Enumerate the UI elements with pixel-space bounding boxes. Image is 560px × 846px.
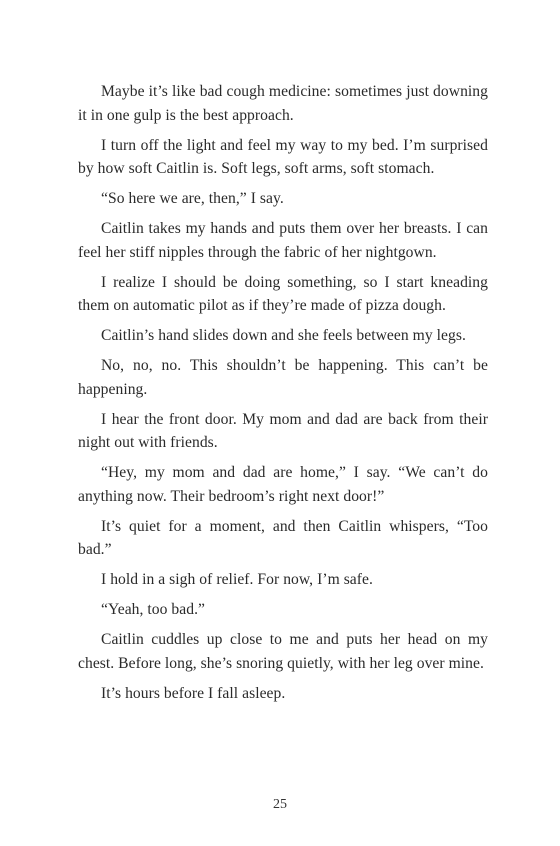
paragraph-9: “Hey, my mom and dad are home,” I say. “We can’t do anything now. Their bedroom’s right next door!” [78, 464, 488, 505]
paragraph-11: I hold in a sigh of relief. For now, I’m safe. [101, 571, 373, 588]
paragraph-1: Maybe it’s like bad cough medicine: sometimes just downing it in one gulp is the best approach. [78, 83, 488, 124]
page-body [78, 80, 488, 712]
paragraph-10: It’s quiet for a moment, and then Caitlin whispers, “Too bad.” [78, 517, 488, 558]
page-number: 25 [273, 797, 287, 812]
paragraph-13: Caitlin cuddles up close to me and puts her head on my chest. Before long, she’s snoring quietly, with her leg over mine. [78, 631, 488, 672]
paragraph-4: Caitlin takes my hands and puts them over her breasts. I can feel her stiff nipples through the fabric of her nightgown. [78, 220, 488, 261]
paragraph-6: Caitlin’s hand slides down and she feels between my legs. [101, 327, 466, 344]
paragraph-3: “So here we are, then,” I say. [101, 190, 284, 207]
paragraph-12: “Yeah, too bad.” [101, 601, 206, 618]
paragraph-7: No, no, no. This shouldn’t be happening. This can’t be happening. [78, 357, 488, 398]
paragraph-5: I realize I should be doing something, so I start kneading them on automatic pilot as if they’re made of pizza dough. [78, 273, 488, 314]
paragraph-8: I hear the front door. My mom and dad are back from their night out with friends. [78, 410, 488, 451]
paragraph-2: I turn off the light and feel my way to my bed. I’m surprised by how soft Caitlin is. Soft legs, soft arms, soft stomach. [78, 136, 488, 177]
paragraph-14: It’s hours before I fall asleep. [101, 684, 286, 702]
